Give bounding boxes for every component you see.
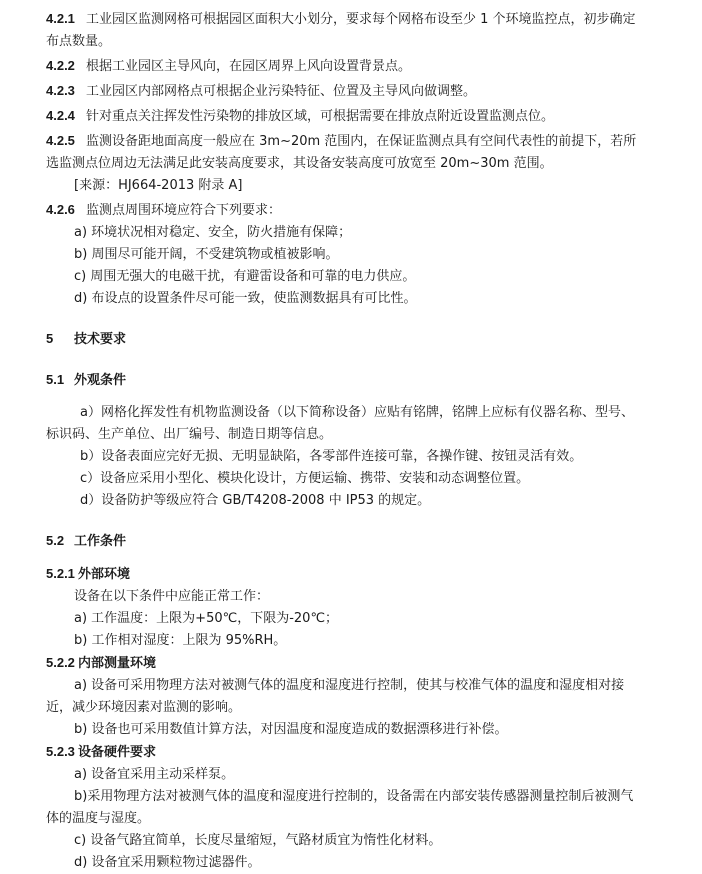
section-title: 工作条件 (74, 534, 127, 549)
section-5-2-2-heading (46, 652, 662, 675)
source-citation: [来源：HJ664-2013 附录 A] (74, 178, 243, 193)
clause-number: 4.2.5 (46, 133, 75, 148)
section-5-1-heading (46, 369, 662, 392)
clause-4-2-6 (46, 199, 662, 222)
section-5-2-heading (46, 530, 662, 553)
section-number: 5.2.1 (46, 566, 75, 581)
list-item: a) 设备可采用物理方法对被测气体的温度和湿度进行控制，使其与校准气体的温度和湿度相对接 (74, 678, 625, 693)
list-item: d）设备防护等级应符合 GB/T4208-2008 中 IP53 的规定。 (80, 493, 431, 508)
section-title: 内部测量环境 (78, 656, 157, 671)
list-item: a) 设备宜采用主动采样泵。 (74, 767, 235, 782)
list-item: d) 布设点的设置条件尽可能一致，使监测数据具有可比性。 (74, 291, 417, 306)
clause-4-2-3 (46, 80, 662, 103)
clause-text-continued: 选监测点位周边无法满足此安装高度要求，其设备安装高度可放宽至 20m~30m 范围。 (46, 156, 553, 171)
list-item-continued: 体的温度与湿度。 (46, 811, 151, 826)
list-item: b) 设备也可采用数值计算方法，对因温度和湿度造成的数据漂移进行补偿。 (74, 722, 508, 737)
section-number: 5.1 (46, 372, 65, 387)
section-number: 5.2.2 (46, 655, 75, 670)
clause-text: 针对重点关注挥发性污染物的排放区域，可根据需要在排放点附近设置监测点位。 (86, 109, 555, 124)
clause-4-2-5 (46, 130, 662, 153)
list-item: c）设备应采用小型化、模块化设计，方便运输、携带、安装和动态调整位置。 (80, 471, 530, 486)
list-item: a) 工作温度：上限为+50℃，下限为-20℃； (74, 611, 339, 626)
section-5-2-3-heading (46, 741, 662, 764)
list-item: a）网格化挥发性有机物监测设备（以下简称设备）应贴有铭牌，铭牌上应标有仪器名称、型号、 (80, 405, 634, 420)
clause-number: 4.2.4 (46, 108, 75, 123)
section-title: 设备硬件要求 (78, 745, 157, 760)
clause-number: 4.2.1 (46, 11, 75, 26)
clause-text-continued: 布点数量。 (46, 34, 112, 49)
list-item: b）设备表面应完好无损、无明显缺陷，各零部件连接可靠，各操作键、按钮灵活有效。 (80, 449, 583, 464)
list-item: a) 环境状况相对稳定、安全，防火措施有保障； (74, 225, 352, 240)
list-item-continued: 标识码、生产单位、出厂编号、制造日期等信息。 (46, 427, 333, 442)
clause-text: 根据工业园区主导风向，在园区周界上风向设置背景点。 (86, 59, 412, 74)
clause-text: 工业园区内部网格点可根据企业污染特征、位置及主导风向做调整。 (86, 84, 477, 99)
clause-text: 监测点周围环境应符合下列要求： (86, 203, 282, 218)
list-item: b)采用物理方法对被测气体的温度和湿度进行控制的，设备需在内部安装传感器测量控制后被测气 (74, 789, 634, 804)
list-item: d) 设备宜采用颗粒物过滤器件。 (74, 855, 261, 870)
list-item: c) 设备气路宜简单，长度尽量缩短，气路材质宜为惰性化材料。 (74, 833, 442, 848)
list-item: c) 周围无强大的电磁干扰，有避雷设备和可靠的电力供应。 (74, 269, 416, 284)
clause-4-2-4 (46, 105, 662, 128)
chapter-number: 5 (46, 331, 54, 346)
chapter-title: 技术要求 (74, 332, 127, 347)
section-number: 5.2 (46, 533, 65, 548)
clause-text: 监测设备距地面高度一般应在 3m~20m 范围内，在保证监测点具有空间代表性的前提下，若所 (86, 134, 637, 149)
clause-number: 4.2.2 (46, 58, 75, 73)
list-item: b) 周围尽可能开阔，不受建筑物或植被影响。 (74, 247, 339, 262)
section-number: 5.2.3 (46, 744, 75, 759)
paragraph: 设备在以下条件中应能正常工作： (74, 589, 270, 604)
section-title: 外观条件 (74, 373, 127, 388)
section-5-2-1-heading (46, 563, 662, 586)
clause-4-2-2 (46, 55, 662, 78)
chapter-5-heading (46, 328, 662, 351)
list-item: b) 工作相对湿度：上限为 95%RH。 (74, 633, 287, 648)
clause-number: 4.2.3 (46, 83, 75, 98)
clause-4-2-1 (46, 8, 662, 31)
clause-text: 工业园区监测网格可根据园区面积大小划分，要求每个网格布设至少 1 个环境监控点，初步确定 (86, 12, 636, 27)
section-title: 外部环境 (78, 567, 131, 582)
clause-number: 4.2.6 (46, 202, 75, 217)
list-item-continued: 近，减少环境因素对监测的影响。 (46, 700, 242, 715)
